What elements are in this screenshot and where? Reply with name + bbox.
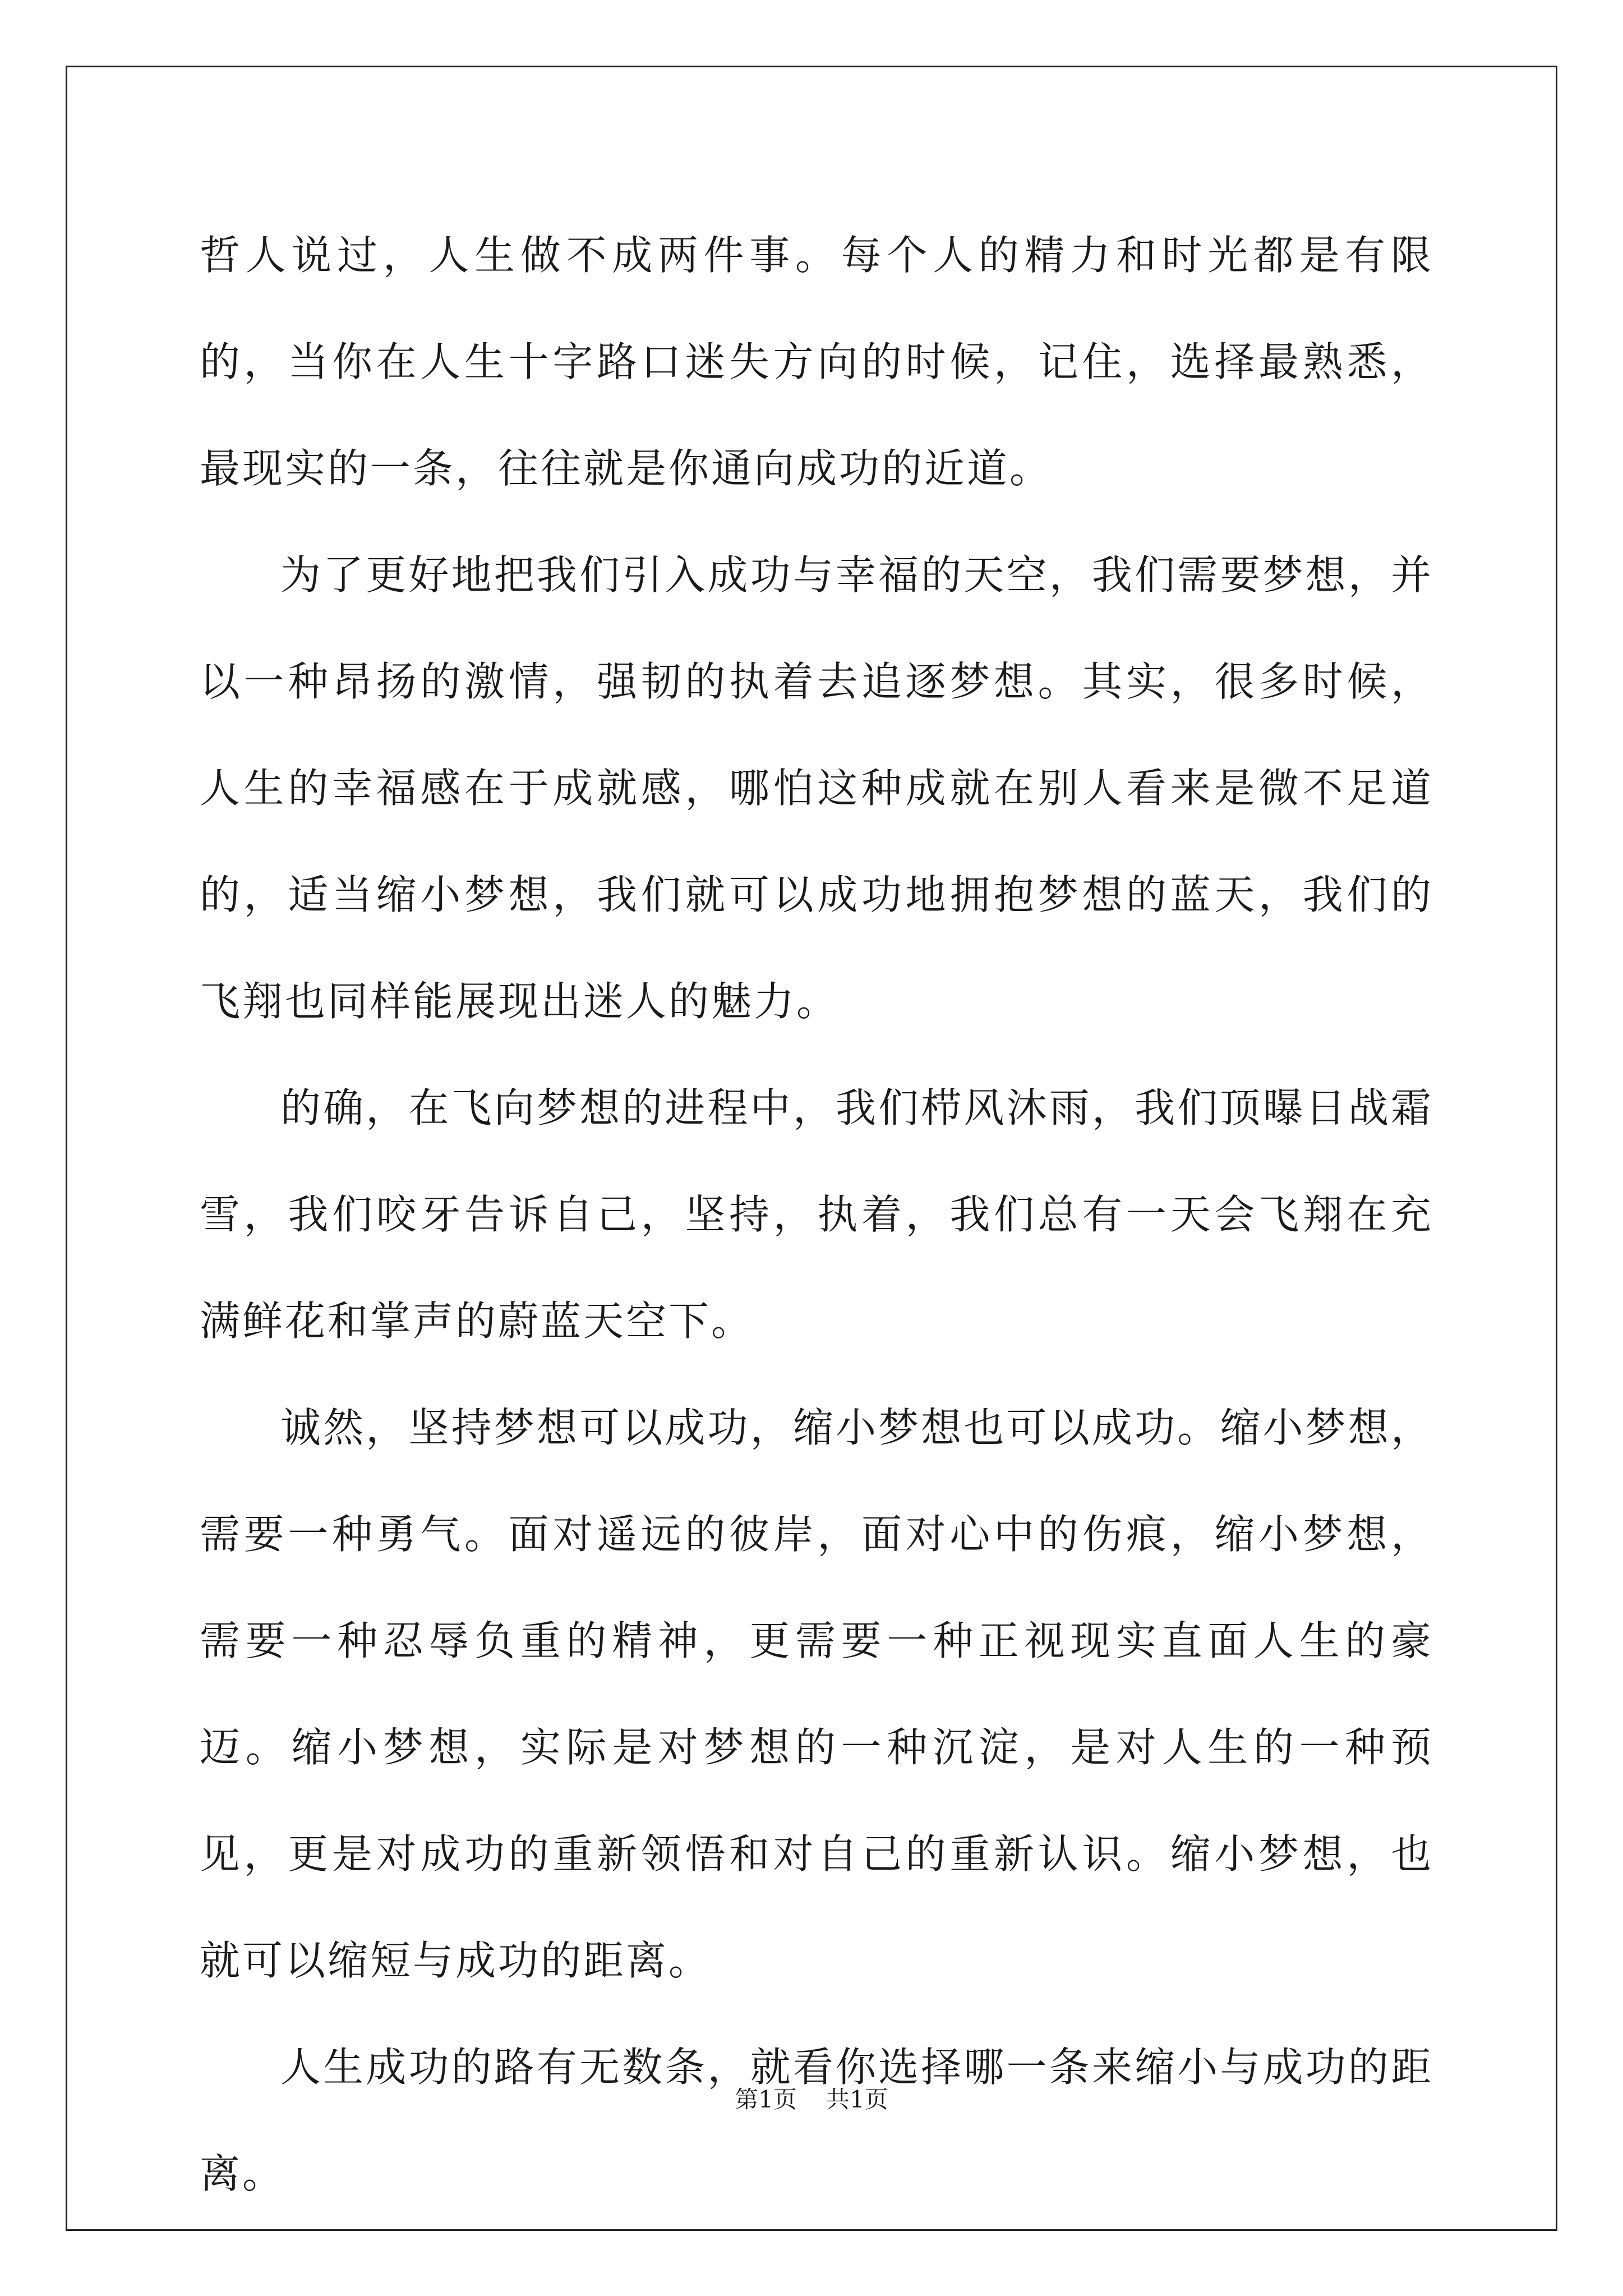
page-number-total: 共1页: [826, 2086, 888, 2113]
paragraph-2: 为了更好地把我们引入成功与幸福的天空，我们需要梦想，并以一种昂扬的激情，强韧的执着去追逐梦想。其实，很多时候，人生的幸福感在于成就感，哪怕这种成就在别人看来是微不足道的，适当缩小梦想，我们就可以成功地拥抱梦想的蓝天，我们的飞翔也同样能展现出迷人的魅力。: [200, 551, 1433, 1025]
page-number-current: 第1页: [735, 2086, 797, 2113]
page-footer: [0, 2081, 1623, 2115]
document-body: [200, 202, 1433, 2227]
paragraph-3: 的确，在飞向梦想的进程中，我们栉风沐雨，我们顶曝日战霜雪，我们咬牙告诉自己，坚持，执着，我们总有一天会飞翔在充满鲜花和掌声的蔚蓝天空下。: [200, 1084, 1433, 1345]
paragraph-4: 诚然，坚持梦想可以成功，缩小梦想也可以成功。缩小梦想，需要一种勇气。面对遥远的彼岸，面对心中的伤痕，缩小梦想，需要一种忍辱负重的精神，更需要一种正视现实直面人生的豪迈。缩小梦想，实际是对梦想的一种沉淀，是对人生的一种预见，更是对成功的重新领悟和对自己的重新认识。缩小梦想，也就可以缩短与成功的距离。: [200, 1404, 1433, 1984]
paragraph-1: 哲人说过，人生做不成两件事。每个人的精力和时光都是有限的，当你在人生十字路口迷失方向的时候，记住，选择最熟悉，最现实的一条，往往就是你通向成功的近道。: [200, 232, 1433, 492]
paragraph-5: 人生成功的路有无数条，就看你选择哪一条来缩小与成功的距离。: [200, 2044, 1433, 2197]
